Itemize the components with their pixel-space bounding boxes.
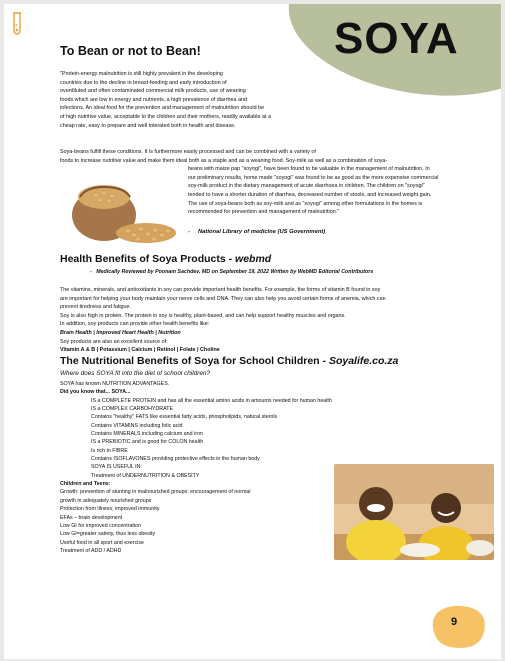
list-item: Contains ISOFLAVONES providing protective effects in the human body bbox=[91, 456, 260, 463]
text-line: recommended for prevention and management of malnutrition." bbox=[188, 209, 340, 216]
list-item: Low GI=greater satiety, thus less obesity bbox=[60, 531, 156, 538]
test-tube-logo-icon bbox=[10, 12, 24, 38]
citation-text: Medically Reviewed by Poonam Sachdev, MD on September 19, 2022 Written by WebMD Editorial Contributors bbox=[96, 269, 374, 275]
section3-list bbox=[60, 380, 360, 555]
section2-heading bbox=[60, 253, 271, 265]
list-item: Useful food in all sport and exercise bbox=[60, 539, 144, 546]
section2-citation: - Medically Reviewed by Poonam Sachdev, MD on September 19, 2022 Written by WebMD Editorial Contributors bbox=[90, 269, 374, 275]
soybeans-sack-image bbox=[66, 167, 178, 245]
list-item: Is rich in FIBRE bbox=[91, 447, 128, 454]
text-line: prevent tiredness and fatigue. bbox=[60, 304, 132, 311]
heading-text: The Nutritional Benefits of Soya for School Children - bbox=[60, 355, 329, 367]
text-line: our preliminary results, home made "soyogi" was found to be as good as the more expensive commercial bbox=[188, 174, 439, 181]
text-line: The use of soya-beans both as soy-milk and as "soyogi" among other formulations in the homes is bbox=[188, 200, 423, 207]
text-line: countries due to the decline in breast-feeding and early introduction of bbox=[60, 79, 227, 86]
section3-heading bbox=[60, 355, 398, 367]
text-line: foods which are low in energy and nutrients, a high prevalence of diarrhea and bbox=[60, 96, 247, 103]
list-item: Treatment of ADD / ADHD bbox=[60, 547, 122, 554]
text-line: Did you know that... SOYA... bbox=[60, 389, 131, 396]
text-line: In addition, soy products can provide other health benefits like: bbox=[60, 321, 210, 328]
text-line: overdiluted and often contaminated commercial milk products, use of weaning bbox=[60, 88, 246, 95]
page-title: SOYA bbox=[334, 14, 459, 63]
list-item: Treatment of UNDERNUTRITION & OBESITY bbox=[91, 472, 200, 479]
text-line: tended to have a shorter duration of diarrhea, decreased number of stools, and increased weight gain. bbox=[188, 191, 432, 198]
page-number-badge bbox=[430, 602, 488, 650]
heading-source: Soyalife.co.za bbox=[328, 355, 399, 367]
text-line: The vitamins, minerals, and antioxidants in soy can provide important health benefits. For example, the forms of vitamin B found in soy bbox=[60, 287, 381, 293]
text-line: foods to increase nutritive value and make them ideal both as a staple and as a weaning food. Soy-milk as well as a combination of soya- bbox=[60, 157, 388, 164]
list-item: IS a COMPLEX CARBOHYDRATE bbox=[91, 406, 174, 413]
section3-subheading: Where does SOYA fit into the diet of school children? bbox=[60, 370, 211, 377]
list-item: growth in adequately nourished groups bbox=[60, 497, 152, 504]
list-item: IS a COMPLETE PROTEIN and has all the essential amino acids in amounts needed for human health bbox=[91, 397, 332, 404]
heading-text: Health Benefits of Soya Products - bbox=[60, 253, 236, 265]
page bbox=[4, 4, 501, 659]
text-line: Soya-beans fulfill these conditions. It is furthermore easily processed and can be combined with a variety of bbox=[60, 149, 316, 155]
page-number: 9 bbox=[451, 616, 458, 628]
text-line: cheap rate, easy to prepare and well tolerated both in health and disease. bbox=[60, 122, 236, 129]
text-line: Soy products are also an excellent source of: bbox=[60, 338, 168, 345]
text-line: are important for helping your body maintain your nerve cells and DNA. They can also help you avoid certain forms of anemia, which can bbox=[60, 295, 386, 302]
text-line: soy-milk product in the dietary management of acute diarrhoea in children. The children on "soyogi" bbox=[188, 183, 425, 190]
text-line: beans with maize pap "soyogi", have been found to be valuable in the management of malnutrition. In bbox=[188, 166, 430, 173]
text-line: infections. An ideal food for the prevention and management of malnutrition should be bbox=[60, 105, 265, 112]
section1-intro bbox=[60, 70, 315, 130]
list-item: Growth: prevention of stunting in malnourished groups; encouragement of normal bbox=[60, 489, 251, 496]
text-line: Soy is also high in protein. The protein in soy is healthy, plant-based, and can help support healthy muscles and organs. bbox=[60, 312, 346, 319]
list-item: Contains MINERALS including calcium and iron bbox=[91, 431, 203, 438]
list-item: Contains VITAMINS including folic acid bbox=[91, 422, 183, 429]
list-item: EFAs – brain development bbox=[60, 514, 123, 521]
text-line: SOYA has known NUTRITION ADVANTAGES. bbox=[60, 381, 170, 387]
citation-text: National Library of medicine (US Government) bbox=[197, 229, 326, 235]
list-item: Low GI for improved concentration bbox=[60, 522, 141, 529]
benefits-list: Brain Health | Improved Heart Health | Nutrition bbox=[60, 329, 181, 336]
text-line: of high nutritive value, acceptable to the children and their mothers, readily available at a bbox=[60, 113, 271, 120]
text-line: "Protein-energy malnutrition is still highly prevalent in the developing bbox=[60, 71, 223, 77]
heading-source: webmd bbox=[235, 253, 272, 265]
list-item: SOYA IS USEFUL IN: bbox=[91, 464, 142, 471]
nutrients-list: Vitamin A & B | Potassium | Calcium | Retinol | Folate | Choline bbox=[60, 347, 220, 354]
children-heading: Children and Teens: bbox=[60, 481, 111, 488]
section1-heading: To Bean or not to Bean! bbox=[60, 44, 201, 58]
section2-body bbox=[60, 286, 492, 355]
list-item: Contains "healthy" FATS like essential fatty acids, phospholipids, natural sterols bbox=[91, 414, 278, 421]
children-eating-photo bbox=[334, 464, 494, 560]
list-item: IS a PREBIOTIC and is good for COLON health bbox=[91, 439, 204, 446]
section1-citation: - National Library of medicine (US Government) bbox=[188, 229, 326, 235]
list-item: Protection from illness; improved immunity bbox=[60, 506, 160, 513]
